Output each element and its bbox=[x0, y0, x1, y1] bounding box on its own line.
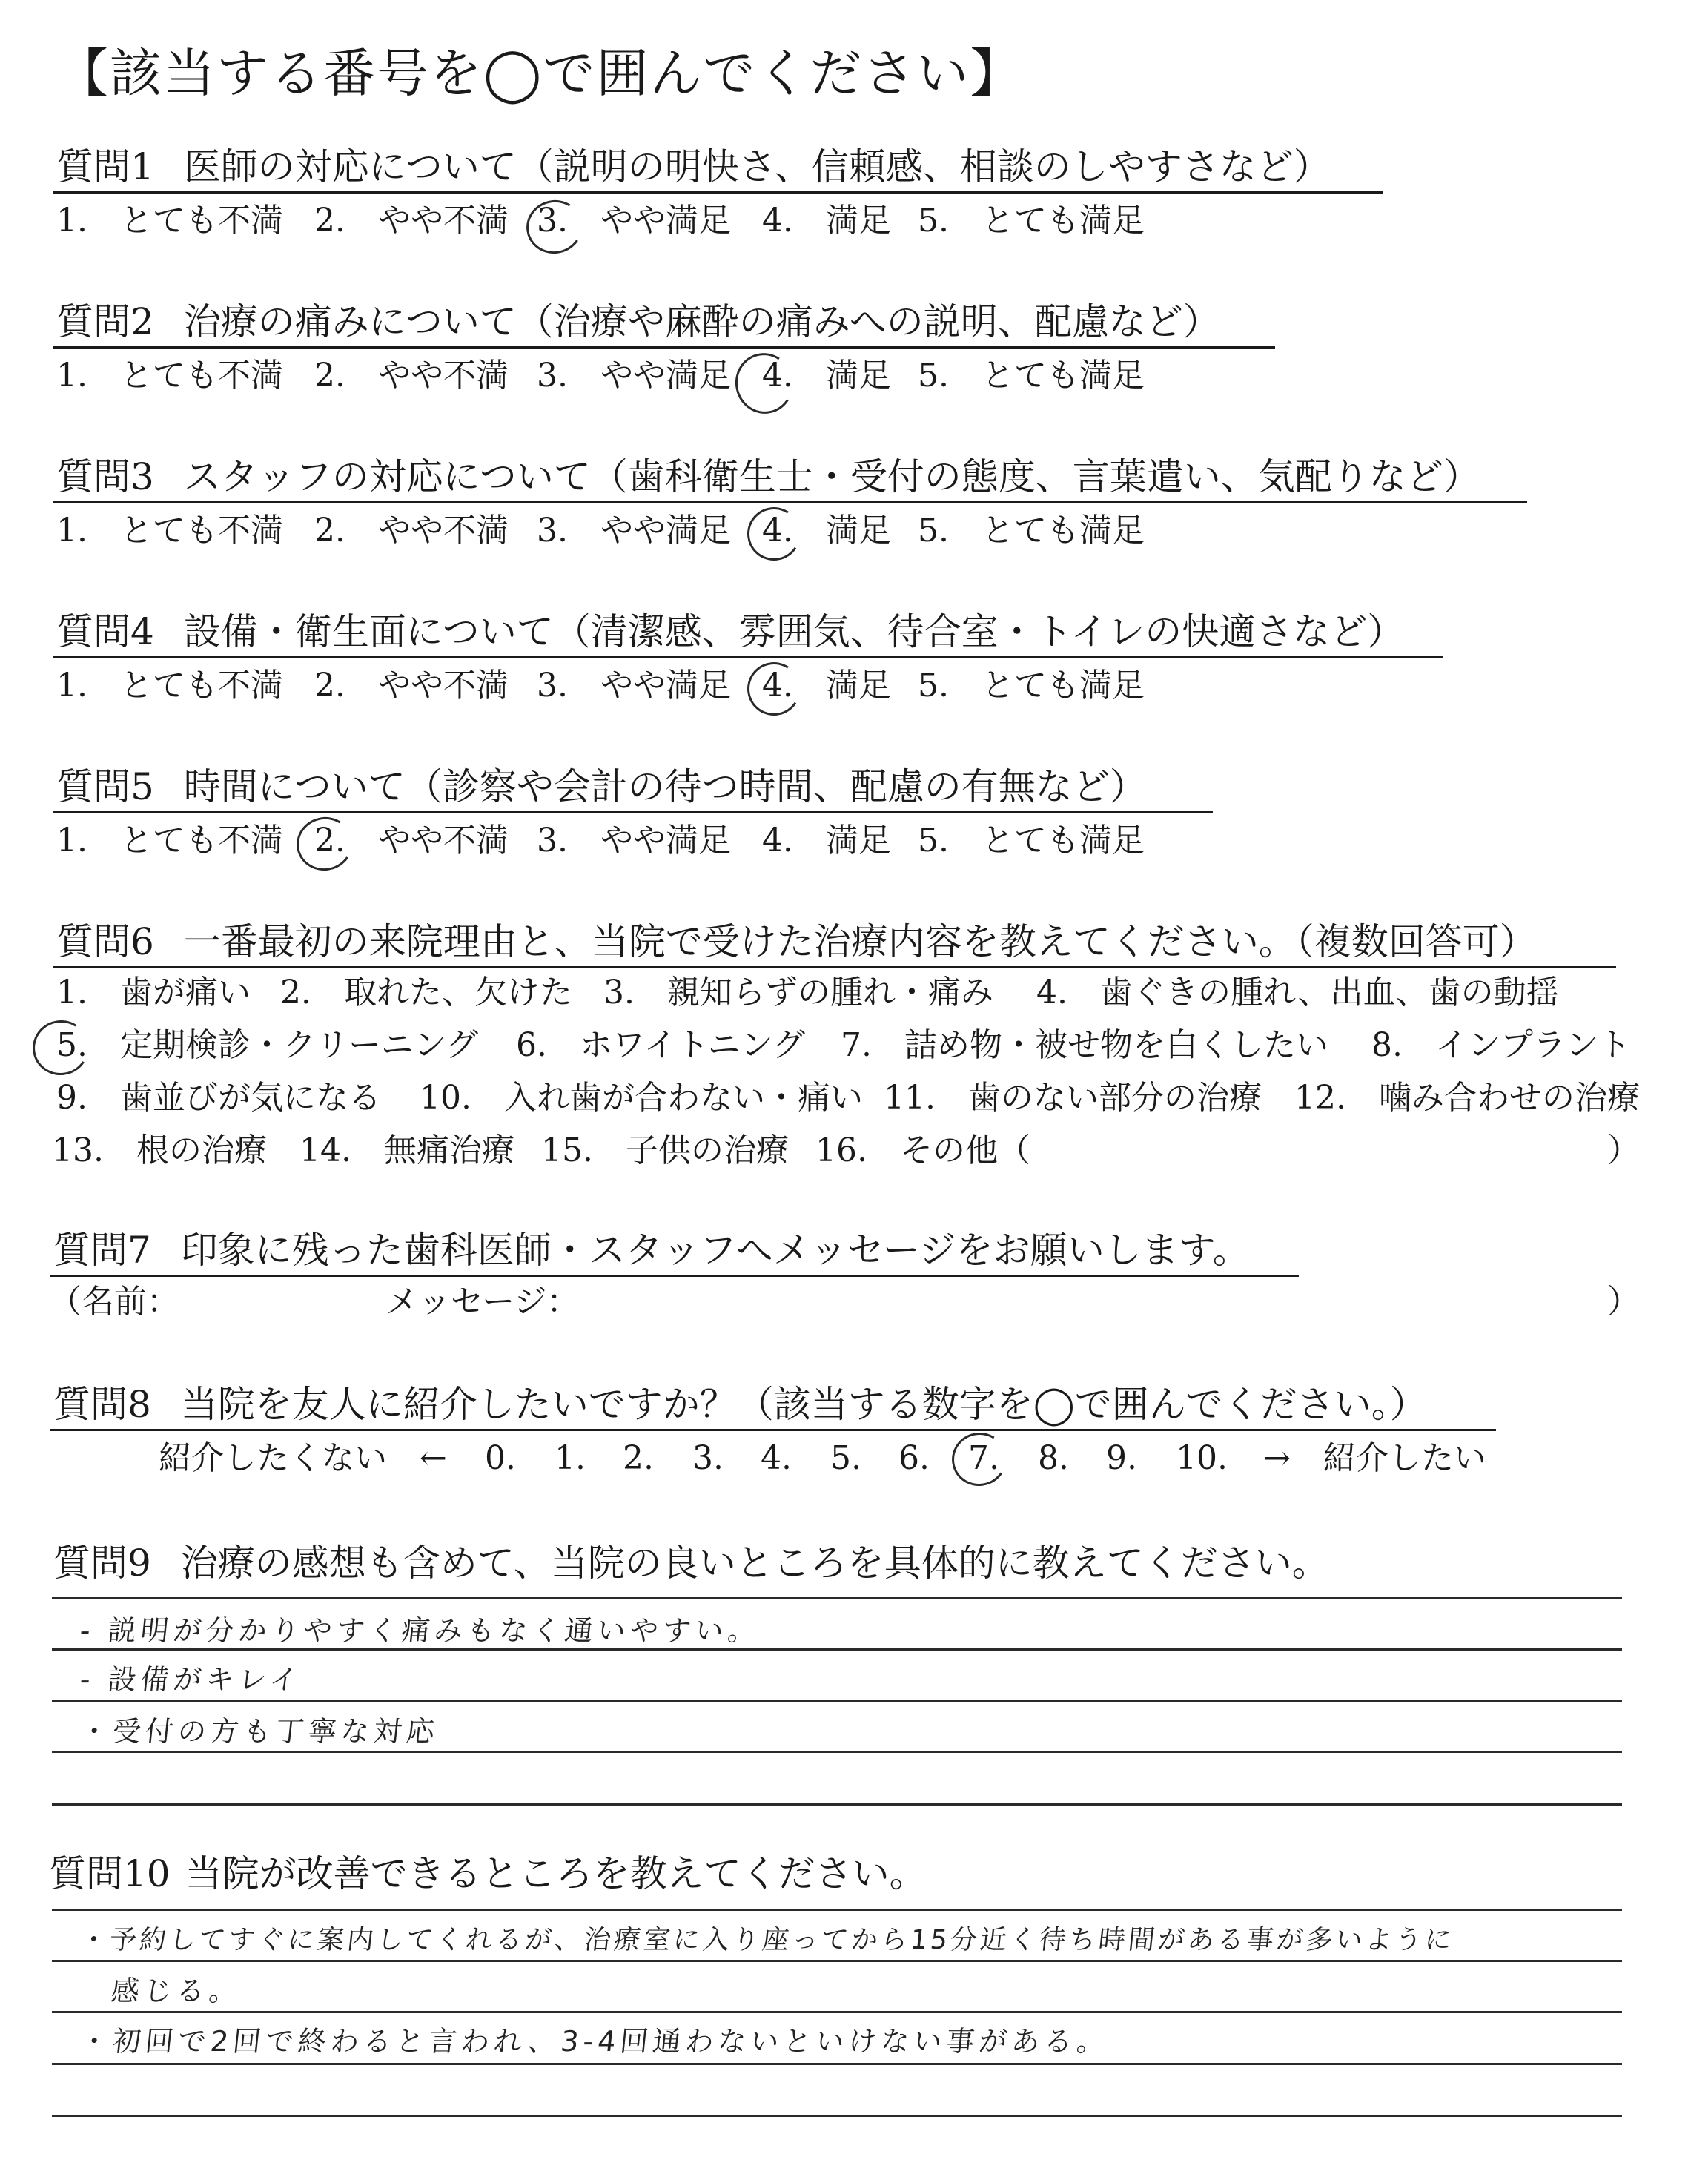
question-5-heading bbox=[56, 763, 1147, 810]
question-1-label: 質問1 bbox=[56, 145, 154, 188]
q4-option-4[interactable]: 4. 満足 bbox=[762, 667, 891, 704]
q8-scale-5[interactable]: 5. bbox=[830, 1439, 861, 1477]
question-4-heading bbox=[56, 608, 1404, 655]
question-7-text: 印象に残った歯科医師・スタッフへメッセージをお願いします。 bbox=[180, 1229, 1250, 1272]
q6-option-15[interactable]: 15. 子供の治療 bbox=[541, 1132, 789, 1169]
question-10-text: 当院が改善できるところを教えてください。 bbox=[185, 1852, 927, 1895]
question-9-text: 治療の感想も含めて、当院の良いところを具体的に教えてください。 bbox=[180, 1542, 1329, 1585]
q9-answer-line bbox=[52, 1803, 1622, 1806]
question-2-underline bbox=[53, 346, 1275, 349]
question-1-text: 医師の対応について（説明の明快さ、信頼感、相談のしやすさなど） bbox=[183, 145, 1331, 188]
q5-option-1[interactable]: 1. とても不満 bbox=[56, 822, 283, 859]
q5-option-3[interactable]: 3. やや満足 bbox=[537, 822, 731, 859]
q8-scale-10[interactable]: 10. bbox=[1176, 1439, 1228, 1477]
question-4-underline bbox=[53, 656, 1443, 658]
question-7-heading bbox=[53, 1226, 1250, 1274]
question-8-heading bbox=[53, 1381, 1427, 1428]
q6-option-13[interactable]: 13. 根の治療 bbox=[52, 1132, 267, 1169]
question-6-underline bbox=[53, 966, 1616, 968]
question-6-text: 一番最初の来院理由と、当院で受けた治療内容を教えてください。（複数回答可） bbox=[183, 920, 1537, 963]
q8-scale-7[interactable]: 7. bbox=[968, 1439, 999, 1477]
q9-answer-2[interactable]: - 設備がキレイ bbox=[78, 1663, 304, 1696]
question-3-text: スタッフの対応について（歯科衛生士・受付の態度、言葉遣い、気配りなど） bbox=[183, 455, 1480, 498]
q10-answer-line bbox=[52, 2063, 1622, 2065]
q6-option-5[interactable]: 5. 定期検診・クリーニング bbox=[56, 1026, 479, 1064]
question-2-text: 治療の痛みについて（治療や麻酔の痛みへの説明、配慮など） bbox=[183, 300, 1220, 343]
q8-scale-4[interactable]: 4. bbox=[761, 1439, 792, 1477]
q6-option-6[interactable]: 6. ホワイトニング bbox=[516, 1026, 806, 1064]
q6-option-8[interactable]: 8. インプラント bbox=[1371, 1026, 1631, 1064]
q5-option-2[interactable]: 2. やや不満 bbox=[314, 822, 509, 859]
question-9-heading bbox=[53, 1539, 1329, 1587]
question-10-heading bbox=[49, 1850, 927, 1898]
q8-scale-3[interactable]: 3. bbox=[692, 1439, 724, 1477]
q3-option-3[interactable]: 3. やや満足 bbox=[537, 512, 731, 549]
q6-option-14[interactable]: 14. 無痛治療 bbox=[299, 1132, 514, 1169]
question-8-underline bbox=[50, 1429, 1496, 1431]
question-9-label: 質問9 bbox=[53, 1542, 151, 1585]
q7-message-label: メッセージ： bbox=[385, 1283, 580, 1321]
q6-option-10[interactable]: 10. 入れ歯が合わない・痛い bbox=[420, 1079, 863, 1117]
q9-answer-line bbox=[52, 1700, 1622, 1702]
q2-option-2[interactable]: 2. やや不満 bbox=[314, 357, 509, 394]
q4-option-1[interactable]: 1. とても不満 bbox=[56, 667, 283, 704]
question-6-heading bbox=[56, 918, 1537, 965]
q1-option-5[interactable]: 5. とても満足 bbox=[918, 202, 1145, 240]
q10-answer-1[interactable]: ・予約してすぐに案内してくれるが、治療室に入り座ってから15分近く待ち時間がある事が多いように bbox=[78, 1925, 1457, 1955]
question-5-underline bbox=[53, 811, 1213, 813]
question-3-heading bbox=[56, 453, 1480, 501]
q6-option-4[interactable]: 4. 歯ぐきの腫れ、出血、歯の動揺 bbox=[1036, 974, 1559, 1011]
q8-scale-6[interactable]: 6. bbox=[898, 1439, 930, 1477]
q8-scale-1[interactable]: 1. bbox=[555, 1439, 586, 1477]
question-2-heading bbox=[56, 298, 1220, 346]
q5-option-4[interactable]: 4. 満足 bbox=[762, 822, 891, 859]
page-title: 【該当する番号を◯で囲んでください】 bbox=[56, 43, 1024, 104]
q8-scale-2[interactable]: 2. bbox=[623, 1439, 654, 1477]
q6-option-9[interactable]: 9. 歯並びが気になる bbox=[56, 1079, 381, 1117]
q4-option-3[interactable]: 3. やや満足 bbox=[537, 667, 731, 704]
question-3-underline bbox=[53, 501, 1527, 503]
question-6-label: 質問6 bbox=[56, 920, 154, 963]
question-5-label: 質問5 bbox=[56, 765, 154, 808]
q5-option-5[interactable]: 5. とても満足 bbox=[918, 822, 1145, 859]
q3-option-5[interactable]: 5. とても満足 bbox=[918, 512, 1145, 549]
q8-selection-circle bbox=[947, 1427, 1011, 1491]
q6-option-1[interactable]: 1. 歯が痛い bbox=[56, 974, 251, 1011]
q10-answer-line bbox=[52, 1960, 1622, 1962]
question-8-label: 質問8 bbox=[53, 1383, 151, 1426]
question-5-text: 時間について（診察や会計の待つ時間、配慮の有無など） bbox=[183, 765, 1147, 808]
q1-option-2[interactable]: 2. やや不満 bbox=[314, 202, 509, 240]
question-8-text: 当院を友人に紹介したいですか？（該当する数字を◯で囲んでください。） bbox=[180, 1383, 1427, 1426]
q8-scale-0[interactable]: 0. bbox=[485, 1439, 516, 1477]
q2-option-1[interactable]: 1. とても不満 bbox=[56, 357, 283, 394]
q3-option-2[interactable]: 2. やや不満 bbox=[314, 512, 509, 549]
q8-left-label: 紹介したくない ← bbox=[159, 1439, 447, 1477]
q6-option-7[interactable]: 7. 詰め物・被せ物を白くしたい bbox=[841, 1026, 1328, 1064]
q6-option-11[interactable]: 11. 歯のない部分の治療 bbox=[884, 1079, 1262, 1117]
q10-answer-line bbox=[52, 2011, 1622, 2013]
q10-answer-line bbox=[52, 1909, 1622, 1911]
q1-option-4[interactable]: 4. 満足 bbox=[762, 202, 891, 240]
q9-answer-1[interactable]: - 説明が分かりやすく痛みもなく通いやすい。 bbox=[78, 1614, 763, 1647]
q1-option-1[interactable]: 1. とても不満 bbox=[56, 202, 283, 240]
q4-option-5[interactable]: 5. とても満足 bbox=[918, 667, 1145, 704]
question-10-label: 質問10 bbox=[49, 1852, 171, 1895]
q7-name-label: （名前： bbox=[49, 1283, 179, 1321]
q9-answer-3[interactable]: ・受付の方も丁寧な対応 bbox=[78, 1715, 441, 1748]
q6-option-16[interactable]: 16. その他（ bbox=[815, 1132, 1030, 1169]
q2-option-4[interactable]: 4. 満足 bbox=[762, 357, 891, 394]
q9-answer-line bbox=[52, 1597, 1622, 1599]
q3-option-1[interactable]: 1. とても不満 bbox=[56, 512, 283, 549]
question-2-label: 質問2 bbox=[56, 300, 154, 343]
q1-option-3[interactable]: 3. やや満足 bbox=[537, 202, 731, 240]
q10-answer-2[interactable]: ・初回で2回で終わると言われ、3-4回通わないといけない事がある。 bbox=[78, 2025, 1111, 2058]
q3-option-4[interactable]: 4. 満足 bbox=[762, 512, 891, 549]
q7-close-paren: ） bbox=[1607, 1283, 1640, 1321]
q6-option-2[interactable]: 2. 取れた、欠けた bbox=[280, 974, 572, 1011]
q8-scale-8[interactable]: 8. bbox=[1038, 1439, 1069, 1477]
q10-answer-line bbox=[52, 2115, 1622, 2117]
question-4-text: 設備・衛生面について（清潔感、雰囲気、待合室・トイレの快適さなど） bbox=[183, 610, 1405, 653]
question-3-label: 質問3 bbox=[56, 455, 154, 498]
question-4-label: 質問4 bbox=[56, 610, 154, 653]
q6-option-12[interactable]: 12. 噛み合わせの治療 bbox=[1294, 1079, 1640, 1117]
q2-option-5[interactable]: 5. とても満足 bbox=[918, 357, 1145, 394]
q4-option-2[interactable]: 2. やや不満 bbox=[314, 667, 509, 704]
q8-scale-9[interactable]: 9. bbox=[1106, 1439, 1137, 1477]
q6-option-3[interactable]: 3. 親知らずの腫れ・痛み bbox=[603, 974, 993, 1011]
q2-option-3[interactable]: 3. やや満足 bbox=[537, 357, 731, 394]
question-1-heading bbox=[56, 143, 1331, 191]
question-7-underline bbox=[50, 1275, 1299, 1277]
q6-other-close-paren: ） bbox=[1607, 1132, 1640, 1169]
q10-answer-1-cont[interactable]: 感じる。 bbox=[109, 1975, 244, 2007]
q8-right-label: → 紹介したい bbox=[1263, 1439, 1486, 1477]
q9-answer-line bbox=[52, 1751, 1622, 1753]
question-1-underline bbox=[53, 191, 1383, 194]
question-7-label: 質問7 bbox=[53, 1229, 151, 1272]
